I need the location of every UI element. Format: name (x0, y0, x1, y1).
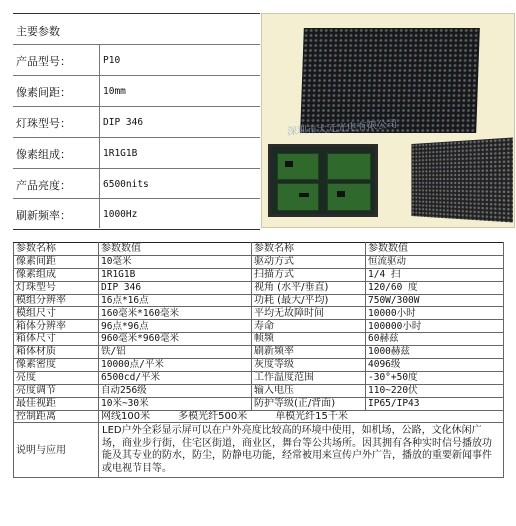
spec-name-cell: 像素间距 (14, 255, 99, 268)
control-distance-item: 单模光纤15千米 (275, 410, 348, 422)
chip (337, 191, 345, 197)
spec-name-cell: 帧频 (252, 333, 366, 346)
spec-value-cell: 960毫米*960毫米 (99, 333, 252, 346)
main-params-table (13, 13, 260, 230)
spec-name-cell: 输入电压 (252, 384, 366, 397)
spec-header-row (14, 243, 504, 256)
pcb-board (327, 153, 371, 180)
spec-name-cell: 亮度调节 (14, 384, 99, 397)
spec-value-cell: IP65/IP43 (366, 397, 504, 410)
param-label: 像素间距： (16, 86, 71, 99)
spec-row (14, 359, 504, 372)
spec-name-cell: 模组分辨率 (14, 294, 99, 307)
control-distance-item: 网线100米 (101, 410, 151, 422)
param-label: 像素组成： (16, 148, 71, 161)
spec-row (14, 333, 504, 346)
led-module-back-image (268, 144, 378, 217)
main-params-row (13, 138, 260, 169)
led-module-side-image (411, 138, 512, 223)
param-value: 1R1G1B (103, 148, 138, 159)
spec-name-cell: 工作温度范围 (252, 371, 366, 384)
control-distance-values (99, 410, 504, 423)
main-params-row (13, 199, 260, 228)
product-photo (261, 13, 515, 228)
main-params-row (13, 45, 260, 76)
spec-row (14, 346, 504, 359)
spec-value-cell: 铁/铝 (99, 346, 252, 359)
param-value: 1000Hz (103, 209, 138, 220)
spec-value-cell: 750W/300W (366, 294, 504, 307)
control-distance-label: 控制距离 (14, 410, 99, 423)
spec-value-cell: 自动256级 (99, 384, 252, 397)
spec-name-cell: 平均无故障时间 (252, 307, 366, 320)
spec-value-cell: 6500cd/平米 (99, 371, 252, 384)
spec-value-cell: 10米~30米 (99, 397, 252, 410)
spec-value-cell: 16点*16点 (99, 294, 252, 307)
chip (285, 161, 293, 167)
spec-name-cell: 箱体尺寸 (14, 333, 99, 346)
spec-value-cell: DIP 346 (99, 281, 252, 294)
spec-name-cell: 灰度等级 (252, 359, 366, 372)
spec-row (14, 384, 504, 397)
param-label: 刷新频率： (16, 209, 71, 222)
spec-name-cell: 寿命 (252, 320, 366, 333)
param-value: 10mm (103, 86, 126, 97)
pcb-board (277, 183, 319, 211)
spec-value-cell: 恒流驱动 (366, 255, 504, 268)
spec-row (14, 320, 504, 333)
spec-name-cell: 亮度 (14, 371, 99, 384)
spec-name-cell: 模组尺寸 (14, 307, 99, 320)
spec-row (14, 371, 504, 384)
spec-name-cell: 箱体材质 (14, 346, 99, 359)
spec-value-cell: 160毫米*160毫米 (99, 307, 252, 320)
spec-value-cell: 10000小时 (366, 307, 504, 320)
main-params-header: 主要参数 (16, 25, 60, 38)
spec-name-cell: 视角 (水平/垂直) (252, 281, 366, 294)
main-params-header-row (13, 14, 260, 45)
param-label: 灯珠型号： (16, 117, 71, 130)
spec-name-cell: 扫描方式 (252, 268, 366, 281)
spec-name-cell: 灯珠型号 (14, 281, 99, 294)
spec-name-cell: 刷新频率 (252, 346, 366, 359)
spec-value-cell: 10000点/平米 (99, 359, 252, 372)
spec-row (14, 307, 504, 320)
spec-value-cell: 4096级 (366, 359, 504, 372)
spec-row (14, 294, 504, 307)
param-value: DIP 346 (103, 117, 144, 128)
spec-value-cell: 1000赫兹 (366, 346, 504, 359)
header-cell: 参数数值 (366, 243, 504, 256)
watermark-text: 深圳市大元光电有限公司 (286, 119, 398, 138)
param-label: 产品型号： (16, 55, 71, 68)
pcb-board (277, 153, 319, 180)
main-params-row (13, 76, 260, 107)
spec-value-cell: 100000小时 (366, 320, 504, 333)
spec-name-cell: 箱体分辨率 (14, 320, 99, 333)
spec-value-cell: 1/4 扫 (366, 268, 504, 281)
spec-row (14, 281, 504, 294)
spec-value-cell: 60赫兹 (366, 333, 504, 346)
main-params-row (13, 169, 260, 199)
spec-name-cell: 功耗 (最大/平均) (252, 294, 366, 307)
spec-name-cell: 像素密度 (14, 359, 99, 372)
spec-name-cell: 最佳视距 (14, 397, 99, 410)
spec-value-cell: 1R1G1B (99, 268, 252, 281)
header-cell: 参数名称 (252, 243, 366, 256)
spec-value-cell: 10毫米 (99, 255, 252, 268)
param-value: P10 (103, 55, 121, 66)
spec-value-cell: 120/60 度 (366, 281, 504, 294)
spec-value-cell: 110~220伏 (366, 384, 504, 397)
spec-name-cell: 驱动方式 (252, 255, 366, 268)
control-distance-item: 多模光纤500米 (178, 410, 248, 422)
description-row (14, 423, 504, 478)
header-cell: 参数名称 (14, 243, 99, 256)
spec-name-cell: 防护等级(正/背面) (252, 397, 366, 410)
param-label: 产品亮度： (16, 179, 71, 192)
spec-value-cell: -30°+50度 (366, 371, 504, 384)
spec-name-cell: 像素组成 (14, 268, 99, 281)
control-distance-row (14, 410, 504, 423)
spec-row (14, 255, 504, 268)
pcb-board (327, 183, 371, 211)
header-cell: 参数数值 (99, 243, 252, 256)
spec-row (14, 397, 504, 410)
main-params-row (13, 107, 260, 138)
param-value: 6500nits (103, 179, 149, 190)
description-label: 说明与应用 (14, 423, 99, 478)
chip (299, 193, 309, 197)
spec-row (14, 268, 504, 281)
spec-value-cell: 96点*96点 (99, 320, 252, 333)
description-text: LED户外全彩显示屏可以在户外亮度比较高的环境中使用，如机场，公路，文化休闲广场，商业步行街，住宅区街道，商业区，舞台等公共场所。因其拥有各种实时信号播放功能及其专业的防水，防尘，防静电功能，经常被用来宣传户外广告，播放的重要新闻事件或电视节目等。 (99, 423, 504, 478)
spec-table (13, 242, 504, 478)
